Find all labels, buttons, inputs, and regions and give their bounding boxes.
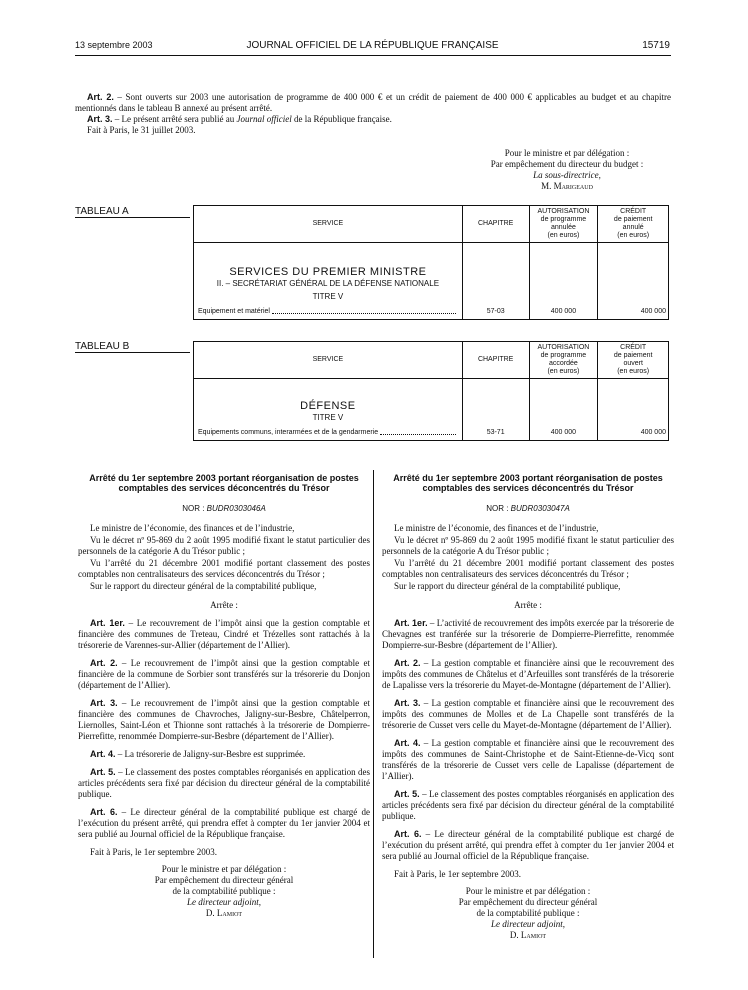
intro-art3: Art. 3. – Le présent arrêté sera publié au Journal officiel de la République française. — [87, 114, 392, 124]
decree-right — [382, 473, 674, 941]
article: Art. 3. – La gestion comptable et financière ainsi que le recouvrement des impôts des communes de Molles et de La Chapelle sont transférés de la trésorerie de Cusset vers celle du Mayet-de-Montagne (département de l’Allier). — [382, 698, 674, 730]
page-number: 15719 — [642, 40, 670, 51]
header-service: SERVICE — [194, 206, 463, 243]
tableau-b — [193, 341, 669, 441]
visa: Vu l’arrêté du 21 décembre 2001 modifié portant classement des postes comptables non centralisateurs des services déconcentrés du Trésor ; — [78, 558, 370, 579]
decree-title: Arrêté du 1er septembre 2003 portant réorganisation de postes comptables des services déconcentrés du Trésor — [89, 473, 359, 493]
service-title: DÉFENSE — [300, 400, 356, 412]
tableau-a-label: TABLEAU A — [75, 206, 190, 218]
intro-fait: Fait à Paris, le 31 juillet 2003. — [87, 125, 196, 135]
header-chapitre: CHAPITRE — [462, 342, 529, 379]
article: Art. 4. – La trésorerie de Jaligny-sur-Besbre est supprimée. — [90, 749, 306, 759]
decree-body — [382, 523, 674, 880]
intro-articles — [75, 92, 671, 136]
signature-block-1: Pour le ministre et par délégation : Par empêchement du directeur du budget : La sous-directrice, M. Marigeaud — [490, 148, 644, 191]
titre-label: TITRE V — [312, 292, 344, 301]
nor-reference: NOR : BUDR0303047A — [486, 504, 570, 513]
decree-body — [78, 523, 370, 858]
signature-block: Pour le ministre et par délégation : Par empêchement du directeur général de la comptabilité publique : Le directeur adjoint, D. Lamiot — [458, 886, 598, 940]
journal-title: JOURNAL OFFICIEL DE LA RÉPUBLIQUE FRANÇAISE — [246, 40, 499, 51]
credit-value: 400 000 — [598, 379, 669, 441]
header-service: SERVICE — [194, 342, 463, 379]
visa: Le ministre de l’économie, des finances et de l’industrie, — [90, 523, 295, 533]
article: Art. 3. – Le recouvrement de l’impôt ainsi que la gestion comptable et financière des communes de Chavroches, Jaligny-sur-Besbre, Châtelperron, Liernolles, Saint-Léon et Thionne sont rattachés à la trésorerie de Dompierre-Pierrefitte, renommée Dompierre-sur-Besbre (département de l’Allier). — [78, 698, 370, 741]
intro-art2: Art. 2. – Sont ouverts sur 2003 une autorisation de programme de 400 000 € et un crédit de paiement de 400 000 € applicables au budget et au chapitre mentionnés dans le tableau B annexé au présent arrêté. — [75, 92, 671, 113]
article: Art. 2. – Le recouvrement de l’impôt ainsi que la gestion comptable et financière de la commune de Sorbier sont transférés sur la trésorerie du Donjon (département de l’Allier). — [78, 658, 370, 690]
visa: Sur le rapport du directeur général de la comptabilité publique, — [90, 581, 317, 591]
publication-date: 13 septembre 2003 — [75, 40, 153, 50]
service-cell — [194, 243, 463, 320]
service-title: SERVICES DU PREMIER MINISTRE — [229, 266, 427, 278]
nor-reference: NOR : BUDR0303046A — [182, 504, 266, 513]
autorisation-value: 400 000 — [529, 379, 598, 441]
tableau-b-label: TABLEAU B — [75, 341, 190, 353]
column-separator — [373, 470, 374, 958]
tableau-a — [193, 205, 669, 320]
article: Art. 1er. – L’activité de recouvrement des impôts exercée par la trésorerie de Chevagnes est tranférée sur la trésorerie de Dompierre-Pierrefitte, renommée Dompierre-sur-Besbre (département de l’Allier). — [382, 618, 674, 650]
service-subtitle: II. – SECRÉTARIAT GÉNÉRAL DE LA DÉFENSE NATIONALE — [216, 279, 440, 288]
article: Art. 4. – La gestion comptable et financière ainsi que le recouvrement des impôts des communes de Saint-Christophe et de Saint-Etienne-de-Vicq sont transférés de la trésorerie de Cusset vers celle de Lapalisse (département de l’Allier). — [382, 738, 674, 781]
header-rule — [75, 55, 671, 56]
article: Art. 5. – Le classement des postes comptables réorganisés en application des articles précédents sera fixé par décision du directeur général de la comptabilité publique. — [78, 767, 370, 799]
header-autorisation: AUTORISATION de programme accordée (en euros) — [529, 342, 598, 379]
article: Art. 6. – Le directeur général de la comptabilité publique est chargé de l’exécution du présent arrêté, qui prendra effet à compter du 1er janvier 2004 et sera publié au Journal officiel de la République française. — [78, 807, 370, 839]
titre-label: TITRE V — [312, 413, 344, 422]
arrete-heading: Arrête : — [514, 600, 542, 610]
decree-left — [78, 473, 370, 919]
fait-a-paris: Fait à Paris, le 1er septembre 2003. — [90, 847, 217, 857]
visa: Vu le décret nº 95-869 du 2 août 1995 modifié fixant le statut particulier des personnels de la catégorie A du Trésor public ; — [382, 535, 674, 556]
visa: Sur le rapport du directeur général de la comptabilité publique, — [394, 581, 621, 591]
visa: Vu l’arrêté du 21 décembre 2001 modifié portant classement des postes comptables non centralisateurs des services déconcentrés du Trésor ; — [382, 558, 674, 579]
line-item: Equipements communs, interarmées et de la gendarmerie — [198, 429, 458, 437]
visa: Le ministre de l’économie, des finances et de l’industrie, — [394, 523, 599, 533]
article: Art. 2. – La gestion comptable et financière ainsi que le recouvrement des impôts des communes de Châtelus et d’Arfeuilles sont transférés de la trésorerie de Lapalisse vers la trésorerie du Mayet-de-Montagne (département de l’Allier). — [382, 658, 674, 690]
header-autorisation: AUTORISATION de programme annulée (en euros) — [529, 206, 598, 243]
article: Art. 5. – Le classement des postes comptables réorganisés en application des articles précédents sera fixé par décision du directeur général de la comptabilité publique. — [382, 789, 674, 821]
credit-value: 400 000 — [598, 243, 669, 320]
article: Art. 1er. – Le recouvrement de l’impôt ainsi que la gestion comptable et financière des communes de Treteau, Cindré et Trézelles sont rattachés à la trésorerie de Varennes-sur-Allier (département de l’Allier). — [78, 618, 370, 650]
visa: Vu le décret nº 95-869 du 2 août 1995 modifié fixant le statut particulier des personnels de la catégorie A du Trésor public ; — [78, 535, 370, 556]
decree-title: Arrêté du 1er septembre 2003 portant réorganisation de postes comptables des services déconcentrés du Trésor — [393, 473, 663, 493]
chapitre-value: 53-71 — [462, 379, 529, 441]
line-item: Equipement et matériel — [198, 308, 458, 316]
header-credit: CRÉDIT de paiement annulé (en euros) — [598, 206, 669, 243]
header-chapitre: CHAPITRE — [462, 206, 529, 243]
article: Art. 6. – Le directeur général de la comptabilité publique est chargé de l’exécution du présent arrêté, qui prendra effet à compter du 1er janvier 2004 et sera publié au Journal officiel de la République française. — [382, 829, 674, 861]
signature-block: Pour le ministre et par délégation : Par empêchement du directeur général de la comptabilité publique : Le directeur adjoint, D. Lamiot — [154, 864, 294, 918]
arrete-heading: Arrête : — [210, 600, 238, 610]
autorisation-value: 400 000 — [529, 243, 598, 320]
chapitre-value: 57-03 — [462, 243, 529, 320]
service-cell — [194, 379, 463, 441]
header-credit: CRÉDIT de paiement ouvert (en euros) — [598, 342, 669, 379]
fait-a-paris: Fait à Paris, le 1er septembre 2003. — [394, 869, 521, 879]
